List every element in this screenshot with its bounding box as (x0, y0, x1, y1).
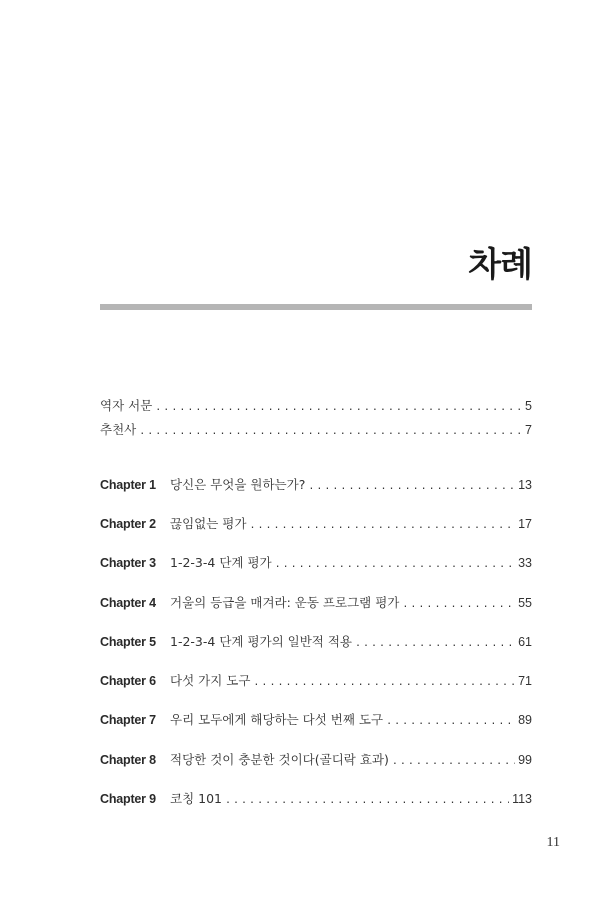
chapter-title: 끊임없는 평가 (170, 516, 247, 531)
chapter-number: Chapter 7 (100, 713, 156, 727)
toc-entry-chapter[interactable] (100, 634, 532, 652)
chapter-number: Chapter 2 (100, 517, 156, 531)
toc-entry-page: 55 (518, 596, 532, 610)
chapter-number: Chapter 4 (100, 596, 156, 610)
dot-leader (275, 557, 516, 573)
dot-leader (249, 518, 515, 534)
chapter-title: 우리 모두에게 해당하는 다섯 번째 도구 (170, 712, 384, 727)
toc-entry-chapter[interactable] (100, 791, 532, 809)
chapter-number: Chapter 9 (100, 792, 156, 806)
chapter-number: Chapter 8 (100, 753, 156, 767)
chapter-title: 1-2-3-4 단계 평가의 일반적 적용 (170, 634, 352, 649)
toc-entry-page: 99 (518, 753, 532, 767)
toc-entry-page: 89 (518, 713, 532, 727)
toc-entry-label: 역자 서문 (100, 398, 153, 413)
dot-leader (155, 400, 522, 416)
dot-leader (392, 754, 515, 770)
chapter-number: Chapter 3 (100, 556, 156, 570)
toc-entry-page: 17 (518, 517, 532, 531)
chapter-title: 코칭 101 (170, 791, 222, 806)
toc-entry-front-matter[interactable] (100, 398, 532, 416)
dot-leader (253, 675, 515, 691)
chapter-title: 1-2-3-4 단계 평가 (170, 555, 272, 570)
toc-entry-label: 추천사 (100, 422, 137, 437)
toc-entry-chapter[interactable] (100, 516, 532, 534)
dot-leader (225, 793, 509, 809)
toc-entry-chapter[interactable] (100, 752, 532, 770)
page-number: 11 (546, 835, 560, 850)
dot-leader (386, 714, 515, 730)
toc-entry-page: 113 (512, 792, 532, 806)
dot-leader (402, 597, 515, 613)
chapter-number: Chapter 6 (100, 674, 156, 688)
chapter-title: 거울의 등급을 매겨라: 운동 프로그램 평가 (170, 595, 400, 610)
dot-leader (308, 479, 515, 495)
dot-leader (139, 424, 522, 440)
page-title: 차례 (468, 245, 532, 285)
chapter-number: Chapter 1 (100, 478, 156, 492)
toc-entry-chapter[interactable] (100, 712, 532, 730)
toc-entry-page: 71 (518, 674, 532, 688)
chapter-title: 다섯 가지 도구 (170, 673, 251, 688)
title-divider (100, 304, 532, 310)
toc-entry-chapter[interactable] (100, 673, 532, 691)
toc-entry-chapter[interactable] (100, 595, 532, 613)
toc-entry-page: 5 (525, 399, 532, 413)
toc-entry-front-matter[interactable] (100, 422, 532, 440)
toc-entry-page: 13 (518, 478, 532, 492)
toc-entry-chapter[interactable] (100, 477, 532, 495)
toc-entry-chapter[interactable] (100, 555, 532, 573)
toc-entry-page: 61 (518, 635, 532, 649)
toc-entry-page: 33 (518, 556, 532, 570)
chapter-title: 당신은 무엇을 원하는가? (170, 477, 306, 492)
toc-entry-page: 7 (525, 423, 532, 437)
dot-leader (355, 636, 515, 652)
chapter-number: Chapter 5 (100, 635, 156, 649)
chapter-title: 적당한 것이 충분한 것이다(골디락 효과) (170, 752, 389, 767)
